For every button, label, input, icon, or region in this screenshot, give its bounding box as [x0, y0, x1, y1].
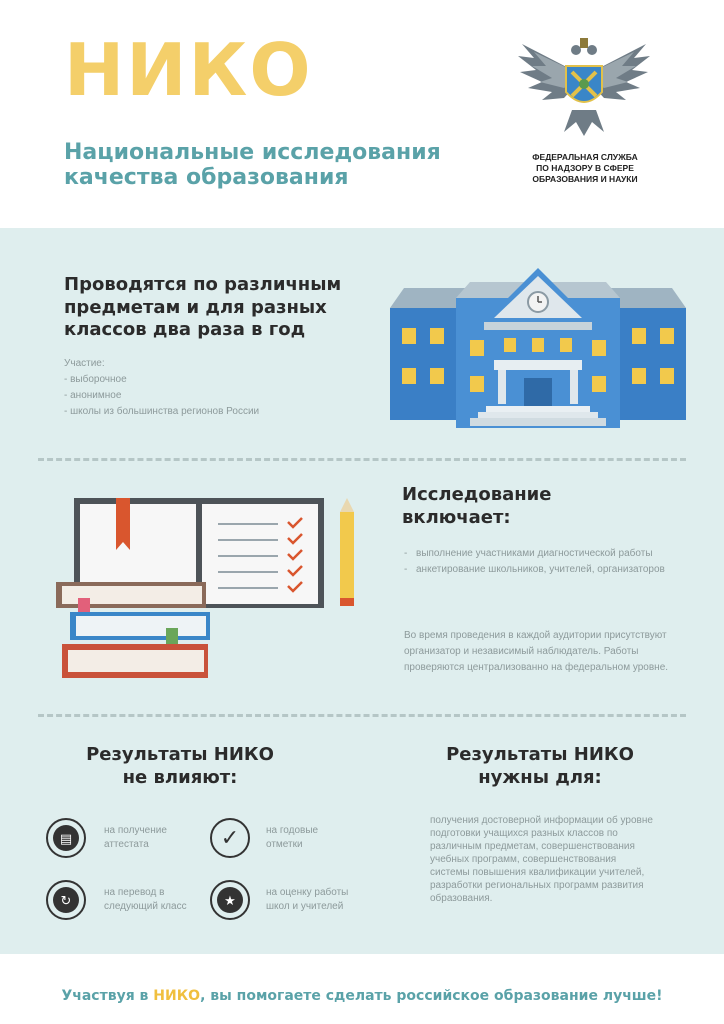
document-icon: ▤ — [53, 825, 79, 851]
section2-heading-line-1: Исследование — [402, 484, 552, 505]
school-evaluation-label-line-2: школ и учителей — [266, 900, 344, 912]
page-subtitle: Национальные исследования качества образования — [64, 140, 441, 191]
list-item: - анкетирование школьников, учителей, организаторов — [404, 562, 680, 578]
section1-heading-line-1: Проводятся по различным — [64, 274, 342, 295]
next-grade-label — [104, 886, 208, 913]
annual-marks-label-line-1: на годовые — [266, 825, 319, 836]
participation-list — [64, 356, 364, 420]
footer-slogan-end: , вы помогаете сделать российское образование лучше! — [200, 988, 663, 1004]
results-not-affect-heading-line-1: Результаты НИКО — [86, 744, 274, 765]
section1-heading-line-3: классов два раза в год — [64, 319, 306, 340]
footer-highlight: НИКО — [153, 988, 201, 1004]
school-evaluation-label-line-1: на оценку работы — [266, 887, 349, 898]
eagle-emblem-icon — [512, 36, 656, 138]
results-not-affect-heading — [64, 744, 296, 789]
section2-heading — [402, 484, 642, 529]
next-grade-item — [46, 880, 86, 920]
results-needed-heading-line-1: Результаты НИКО — [446, 744, 634, 765]
agency-line-2: ПО НАДЗОРУ В СФЕРЕ — [536, 163, 634, 174]
footer-slogan-start: Участвуя в — [61, 988, 154, 1004]
agency-line-3: ОБРАЗОВАНИЯ И НАУКИ — [532, 174, 638, 185]
certificate-label — [104, 824, 204, 851]
certificate-item — [46, 818, 86, 858]
school-evaluation-label — [266, 886, 376, 913]
divider — [38, 458, 686, 461]
checkmark-icon: ✓ — [220, 825, 240, 850]
research-bullet-list — [404, 546, 680, 578]
books-and-notebook-icon — [56, 494, 366, 684]
section1-heading-line-2: предметам и для разных — [64, 296, 327, 318]
section1-heading — [64, 274, 384, 342]
results-needed-heading-line-2: нужны для: — [478, 766, 602, 788]
agency-line-1: ФЕДЕРАЛЬНАЯ СЛУЖБА — [532, 152, 638, 162]
participation-item: - анонимное — [64, 390, 122, 401]
page-title: НИКО — [64, 28, 313, 112]
refresh-icon: ↻ — [53, 887, 79, 913]
next-grade-label-line-2: следующий класс — [104, 900, 187, 912]
annual-marks-label-line-2: отметки — [266, 838, 303, 850]
participation-item: - школы из большинства регионов России — [64, 406, 260, 417]
results-purpose-text: получения достоверной информации об уровне подготовки учащихся разных классов по различным предметам, совершенствования учебных программ, совершенствования системы повышения квалификации учителей, разработки региональных программ развития образования. — [430, 815, 653, 904]
agency-name — [508, 152, 662, 185]
next-grade-label-line-1: на перевод в — [104, 887, 165, 898]
results-not-affect-heading-line-2: не влияют: — [122, 766, 238, 788]
certificate-label-line-2: аттестата — [104, 838, 149, 850]
annual-marks-label — [266, 824, 376, 851]
footer-slogan — [0, 988, 724, 1004]
star-icon: ★ — [217, 887, 243, 913]
school-evaluation-item — [210, 880, 250, 920]
certificate-label-line-1: на получение — [104, 825, 167, 836]
participation-item: - выборочное — [64, 374, 127, 385]
list-item: - выполнение участниками диагностической работы — [404, 546, 680, 562]
results-needed-heading — [424, 744, 656, 789]
annual-marks-item — [210, 818, 250, 858]
section2-heading-line-2: включает: — [402, 506, 511, 528]
observer-paragraph: Во время проведения в каждой аудитории присутствуют организатор и независимый наблюдатель. Работы проверяются централизованно на федеральном уровне. — [404, 630, 669, 673]
participation-label: Участие: — [64, 358, 105, 369]
school-building-icon — [390, 268, 686, 434]
divider — [38, 714, 686, 717]
